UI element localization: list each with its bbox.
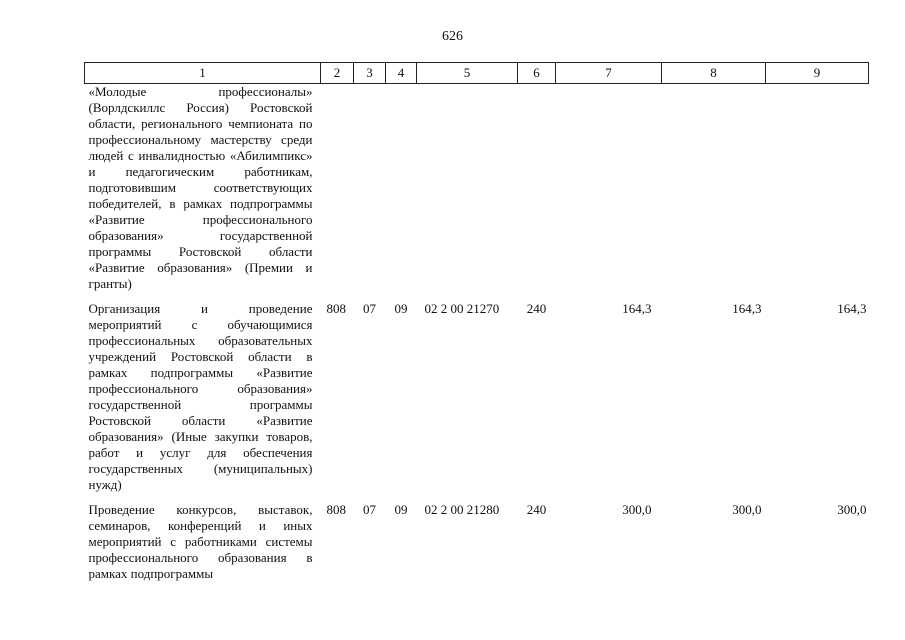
target-article-code: 02 2 00 21280 [424, 502, 500, 517]
row-description: «Молодые профессионалы» (Ворлдскиллс Россия) Ростовской области, регионального чемпионата по профессиональному мастерству среди людей с инвалидностью «Абилимпикс» и педагогическим работникам, подготовившим соответствующих победителей, в рамках подпрограммы «Развитие профессионального образования» государственной программы Ростовской области «Развитие образования» (Премии и гранты) [88, 84, 313, 291]
table-row [85, 301, 869, 502]
expense-type-code: 240 [526, 301, 547, 316]
ministry-code: 808 [326, 502, 346, 517]
header-col-9: 9 [766, 63, 869, 84]
ministry-code [321, 84, 354, 302]
amount-year-3 [766, 84, 869, 302]
section-code: 07 [363, 301, 376, 316]
header-col-4: 4 [386, 63, 417, 84]
subsection-code: 09 [394, 301, 408, 316]
amount-year-1: 300,0 [622, 502, 652, 517]
header-col-7: 7 [556, 63, 662, 84]
header-col-8: 8 [662, 63, 766, 84]
amount-year-2: 300,0 [732, 502, 762, 517]
page-number: 626 [442, 29, 463, 44]
expense-type-code [518, 84, 556, 302]
subsection-code: 09 [394, 502, 408, 517]
table-header-row [85, 63, 869, 84]
header-col-2: 2 [321, 63, 354, 84]
header-col-3: 3 [354, 63, 386, 84]
header-col-1: 1 [85, 63, 321, 84]
section-code: 07 [363, 502, 376, 517]
amount-year-1: 164,3 [622, 301, 652, 316]
amount-year-3: 164,3 [837, 301, 867, 316]
row-description: Проведение конкурсов, выставок, семинаров, конференций и иных мероприятий с работниками системы профессионального образования в рамках подпрограммы [88, 502, 313, 581]
amount-year-2: 164,3 [732, 301, 762, 316]
header-col-5: 5 [417, 63, 518, 84]
amount-year-3: 300,0 [837, 502, 867, 517]
target-article-code: 02 2 00 21270 [424, 301, 500, 316]
row-description: Организация и проведение мероприятий с обучающимися профессиональных образовательных учреждений Ростовской области в рамках подпрограммы «Развитие профессионального образования» государственной программы Ростовской области «Развитие образования» (Иные закупки товаров, работ и услуг для обеспечения государственных (муниципальных) нужд) [88, 301, 313, 492]
table-row [85, 502, 869, 591]
subsection-code [386, 84, 417, 302]
ministry-code: 808 [326, 301, 346, 316]
header-col-6: 6 [518, 63, 556, 84]
amount-year-1 [556, 84, 662, 302]
budget-table [84, 62, 869, 591]
amount-year-2 [662, 84, 766, 302]
section-code [354, 84, 386, 302]
target-article-code [417, 84, 518, 302]
table-row [85, 84, 869, 302]
expense-type-code: 240 [526, 502, 547, 517]
